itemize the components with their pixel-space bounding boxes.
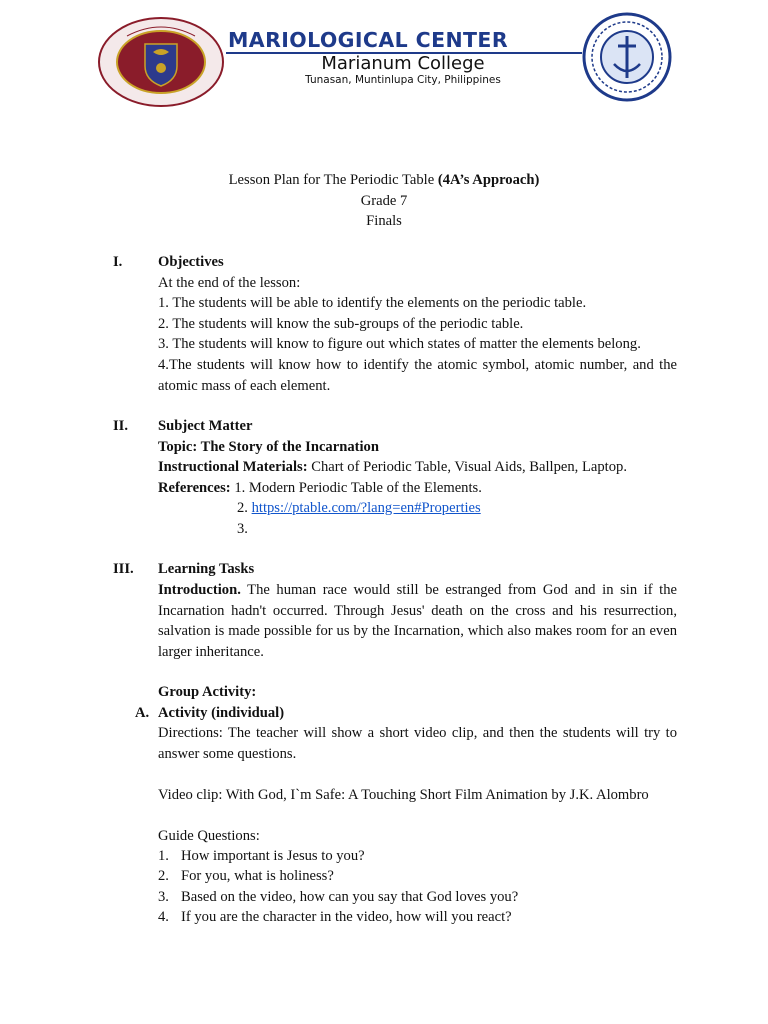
objectives-heading: Objectives bbox=[158, 254, 224, 270]
objective-item: 3. The students will know to figure out which states of matter the elements belong. bbox=[158, 336, 641, 352]
references-label: References: bbox=[158, 480, 231, 496]
letterhead bbox=[0, 0, 768, 110]
question-number: 2. bbox=[158, 868, 169, 884]
guide-questions-heading: Guide Questions: bbox=[158, 828, 260, 844]
marianum-seal-logo bbox=[97, 16, 225, 108]
objective-item: 2. The students will know the sub-groups of the periodic table. bbox=[158, 316, 524, 332]
introduction-text: The human race would still be estranged from God and in sin if the Incarnation hadn't occurred. Through Jesus' death on the cross and his resurrection, salvation is made possible for us by the Incarnation, which also makes room for an even larger inheritance. bbox=[158, 582, 677, 660]
grade-level: Grade 7 bbox=[360, 193, 408, 209]
video-clip: Video clip: With God, I`m Safe: A Touching Short Film Animation by J.K. Alombro bbox=[158, 787, 649, 803]
reference-item: 1. Modern Periodic Table of the Elements. bbox=[234, 480, 482, 496]
activity-directions: Directions: The teacher will show a short video clip, and then the students will try to answer some questions. bbox=[158, 725, 677, 762]
section-numeral-i: I. bbox=[113, 254, 123, 270]
mariological-center-logo bbox=[582, 12, 672, 102]
lesson-title bbox=[0, 170, 768, 191]
materials-value: Chart of Periodic Table, Visual Aids, Ballpen, Laptop. bbox=[307, 459, 627, 475]
introduction-paragraph bbox=[158, 580, 677, 662]
guide-question: How important is Jesus to you? bbox=[181, 848, 365, 864]
reference-number: 2. bbox=[237, 500, 252, 516]
references bbox=[158, 478, 482, 499]
activity-title: Activity (individual) bbox=[158, 705, 285, 721]
topic: Topic: The Story of the Incarnation bbox=[158, 439, 379, 455]
materials-label: Instructional Materials: bbox=[158, 459, 308, 475]
objectives-intro: At the end of the lesson: bbox=[158, 275, 301, 291]
reference-item bbox=[237, 498, 481, 519]
guide-question: Based on the video, how can you say that God loves you? bbox=[181, 889, 519, 905]
group-activity-heading: Group Activity: bbox=[158, 684, 257, 700]
center-name: MARIOLOGICAL CENTER bbox=[228, 28, 509, 52]
lesson-title-approach: (4A’s Approach) bbox=[437, 172, 540, 188]
subject-matter-heading: Subject Matter bbox=[158, 418, 253, 434]
learning-tasks-heading: Learning Tasks bbox=[158, 561, 255, 577]
section-numeral-iii: III. bbox=[113, 561, 134, 577]
activity-letter: A. bbox=[135, 705, 150, 721]
term: Finals bbox=[366, 213, 402, 229]
objective-item: 1. The students will be able to identify the elements on the periodic table. bbox=[158, 295, 587, 311]
question-number: 3. bbox=[158, 889, 169, 905]
reference-item: 3. bbox=[237, 521, 248, 537]
objective-item: 4.The students will know how to identify the atomic symbol, atomic number, and the atomic mass of each element. bbox=[158, 357, 677, 394]
instructional-materials bbox=[158, 457, 627, 478]
college-name: Marianum College bbox=[321, 53, 485, 74]
question-number: 1. bbox=[158, 848, 169, 864]
introduction-label: Introduction. bbox=[158, 582, 241, 598]
guide-question: For you, what is holiness? bbox=[181, 868, 334, 884]
college-address: Tunasan, Muntinlupa City, Philippines bbox=[305, 74, 501, 86]
guide-question: If you are the character in the video, how will you react? bbox=[181, 909, 512, 925]
reference-link[interactable]: https://ptable.com/?lang=en#Properties bbox=[251, 500, 481, 516]
lesson-title-text: Lesson Plan for The Periodic Table bbox=[228, 172, 438, 188]
section-numeral-ii: II. bbox=[113, 418, 129, 434]
question-number: 4. bbox=[158, 909, 169, 925]
